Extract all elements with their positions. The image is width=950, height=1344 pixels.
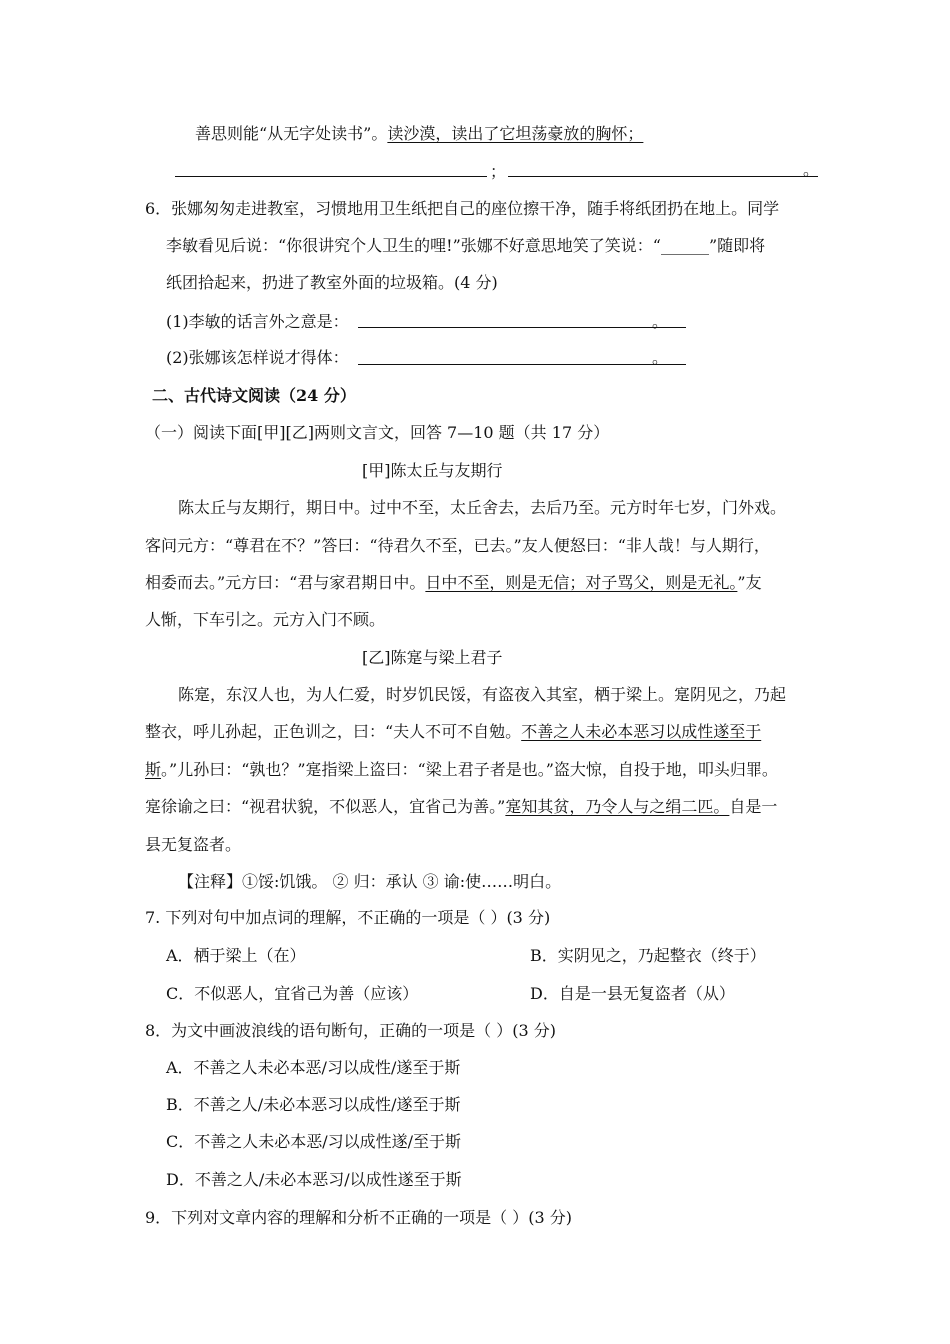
passage-a-line-1: 陈太丘与友期行，期日中。过中不至，太丘舍去，去后乃至。元方时年七岁，门外戏。 xyxy=(178,498,787,517)
passage-b-line-1: 陈寔，东汉人也，为人仁爱，时岁饥民馁，有盗夜入其室，栖于梁上。寔阴见之，乃起 xyxy=(178,685,787,704)
q7-option-d[interactable]: D．自是一县无复盗者（从） xyxy=(530,984,735,1003)
passage-b-line-2-pre: 整衣，呼儿孙起，正色训之，曰：“夫人不可不自勉。 xyxy=(145,722,522,741)
q7-option-a[interactable]: A．栖于梁上（在） xyxy=(166,946,306,965)
q5-underlined-text: 读沙漠，读出了它坦荡豪放的胸怀； xyxy=(387,124,644,143)
q7-stem: 7. 下列对句中加点词的理解，不正确的一项是（ ）(3 分) xyxy=(145,908,551,927)
q8-option-c[interactable]: C．不善之人未必本恶/习以成性遂/至于斯 xyxy=(166,1132,462,1151)
passage-a-title: [甲]陈太丘与友期行 xyxy=(362,461,503,480)
q6-line-2: 李敏看见后说：“你很讲究个人卫生的哩!”张娜不好意思地笑了笑说：“______”随即将 xyxy=(166,236,766,255)
passage-a-line-2: 客问元方：“尊君在不？”答曰：“待君久不至，已去。”友人便怒曰：“非人哉！与人期行， xyxy=(145,536,770,555)
passage-a-line-3-post: ”友 xyxy=(737,573,762,592)
passage-b-wavy-line-part-1: 不善之人未必本恶习以成性遂至于 xyxy=(521,722,762,741)
q6-answer-blank-1[interactable] xyxy=(358,327,686,328)
q8-option-d[interactable]: D．不善之人/未必本恶习/以成性遂至于斯 xyxy=(166,1170,462,1189)
q5-answer-blank-1[interactable] xyxy=(175,176,487,177)
passage-b-line-2 xyxy=(145,722,761,742)
section-2-sub: （一）阅读下面[甲][乙]两则文言文，回答 7—10 题（共 17 分） xyxy=(145,423,610,442)
section-2-title: 二、古代诗文阅读（24 分） xyxy=(152,386,356,405)
q6-answer-blank-2[interactable] xyxy=(358,364,686,365)
q5-separator: ； xyxy=(490,162,507,181)
q5-text: 善思则能“从无字处读书”。 xyxy=(195,124,388,143)
passage-a-line-3 xyxy=(145,573,762,593)
q5-answer-blank-2[interactable] xyxy=(508,176,818,177)
q7-option-b[interactable]: B．实阴见之，乃起整衣（终于） xyxy=(530,946,766,965)
passage-b-line-4 xyxy=(145,797,777,817)
passage-b-line-5: 县无复盗者。 xyxy=(145,835,242,854)
passage-a-line-4: 人惭，下车引之。元方入门不顾。 xyxy=(145,610,386,629)
passage-b-line-4-pre: 寔徐谕之曰：“视君状貌，不似恶人，宜省己为善。” xyxy=(145,797,506,816)
passage-b-note: 【注释】①馁:饥饿。 ② 归：承认 ③ 谕:使……明白。 xyxy=(178,872,562,891)
q6-sub-1: (1)李敏的话言外之意是： xyxy=(166,312,349,331)
q7-option-c[interactable]: C．不似恶人，宜省己为善（应该） xyxy=(166,984,419,1003)
q6-sub2-end: 。 xyxy=(652,348,669,367)
q6-line-1: 6．张娜匆匆走进教室，习惯地用卫生纸把自己的座位擦干净，随手将纸团扔在地上。同学 xyxy=(145,199,780,218)
q9-stem: 9．下列对文章内容的理解和分析不正确的一项是（ ）(3 分) xyxy=(145,1208,573,1227)
passage-a-underlined: 日中不至，则是无信；对子骂父，则是无礼。 xyxy=(425,573,738,592)
q5-end-period: 。 xyxy=(803,160,820,179)
q5-tail-line xyxy=(195,124,643,144)
passage-b-underlined: 寔知其贫，乃令人与之绢二匹。 xyxy=(505,797,730,816)
passage-b-line-3 xyxy=(145,760,778,780)
passage-b-wavy-line-part-2: 斯 xyxy=(145,760,162,779)
q8-option-b[interactable]: B．不善之人/未必本恶习以成性/遂至于斯 xyxy=(166,1095,461,1114)
q6-line-3: 纸团拾起来，扔进了教室外面的垃圾箱。(4 分) xyxy=(166,273,498,292)
q6-sub-2: (2)张娜该怎样说才得体： xyxy=(166,348,349,367)
q6-sub1-end: 。 xyxy=(652,312,669,331)
q8-option-a[interactable]: A．不善之人未必本恶/习以成性/遂至于斯 xyxy=(166,1058,461,1077)
passage-b-title: [乙]陈寔与梁上君子 xyxy=(362,648,503,667)
passage-b-line-3-post: 。”儿孙曰：“孰也？”寔指梁上盗曰：“梁上君子者是也。”盗大惊，自投于地，叩头归罪。 xyxy=(161,760,778,779)
passage-a-line-3-pre: 相委而去。”元方曰：“君与家君期日中。 xyxy=(145,573,426,592)
passage-b-line-4-post: 自是一 xyxy=(729,797,778,816)
q8-stem: 8．为文中画波浪线的语句断句，正确的一项是（ ）(3 分) xyxy=(145,1021,557,1040)
